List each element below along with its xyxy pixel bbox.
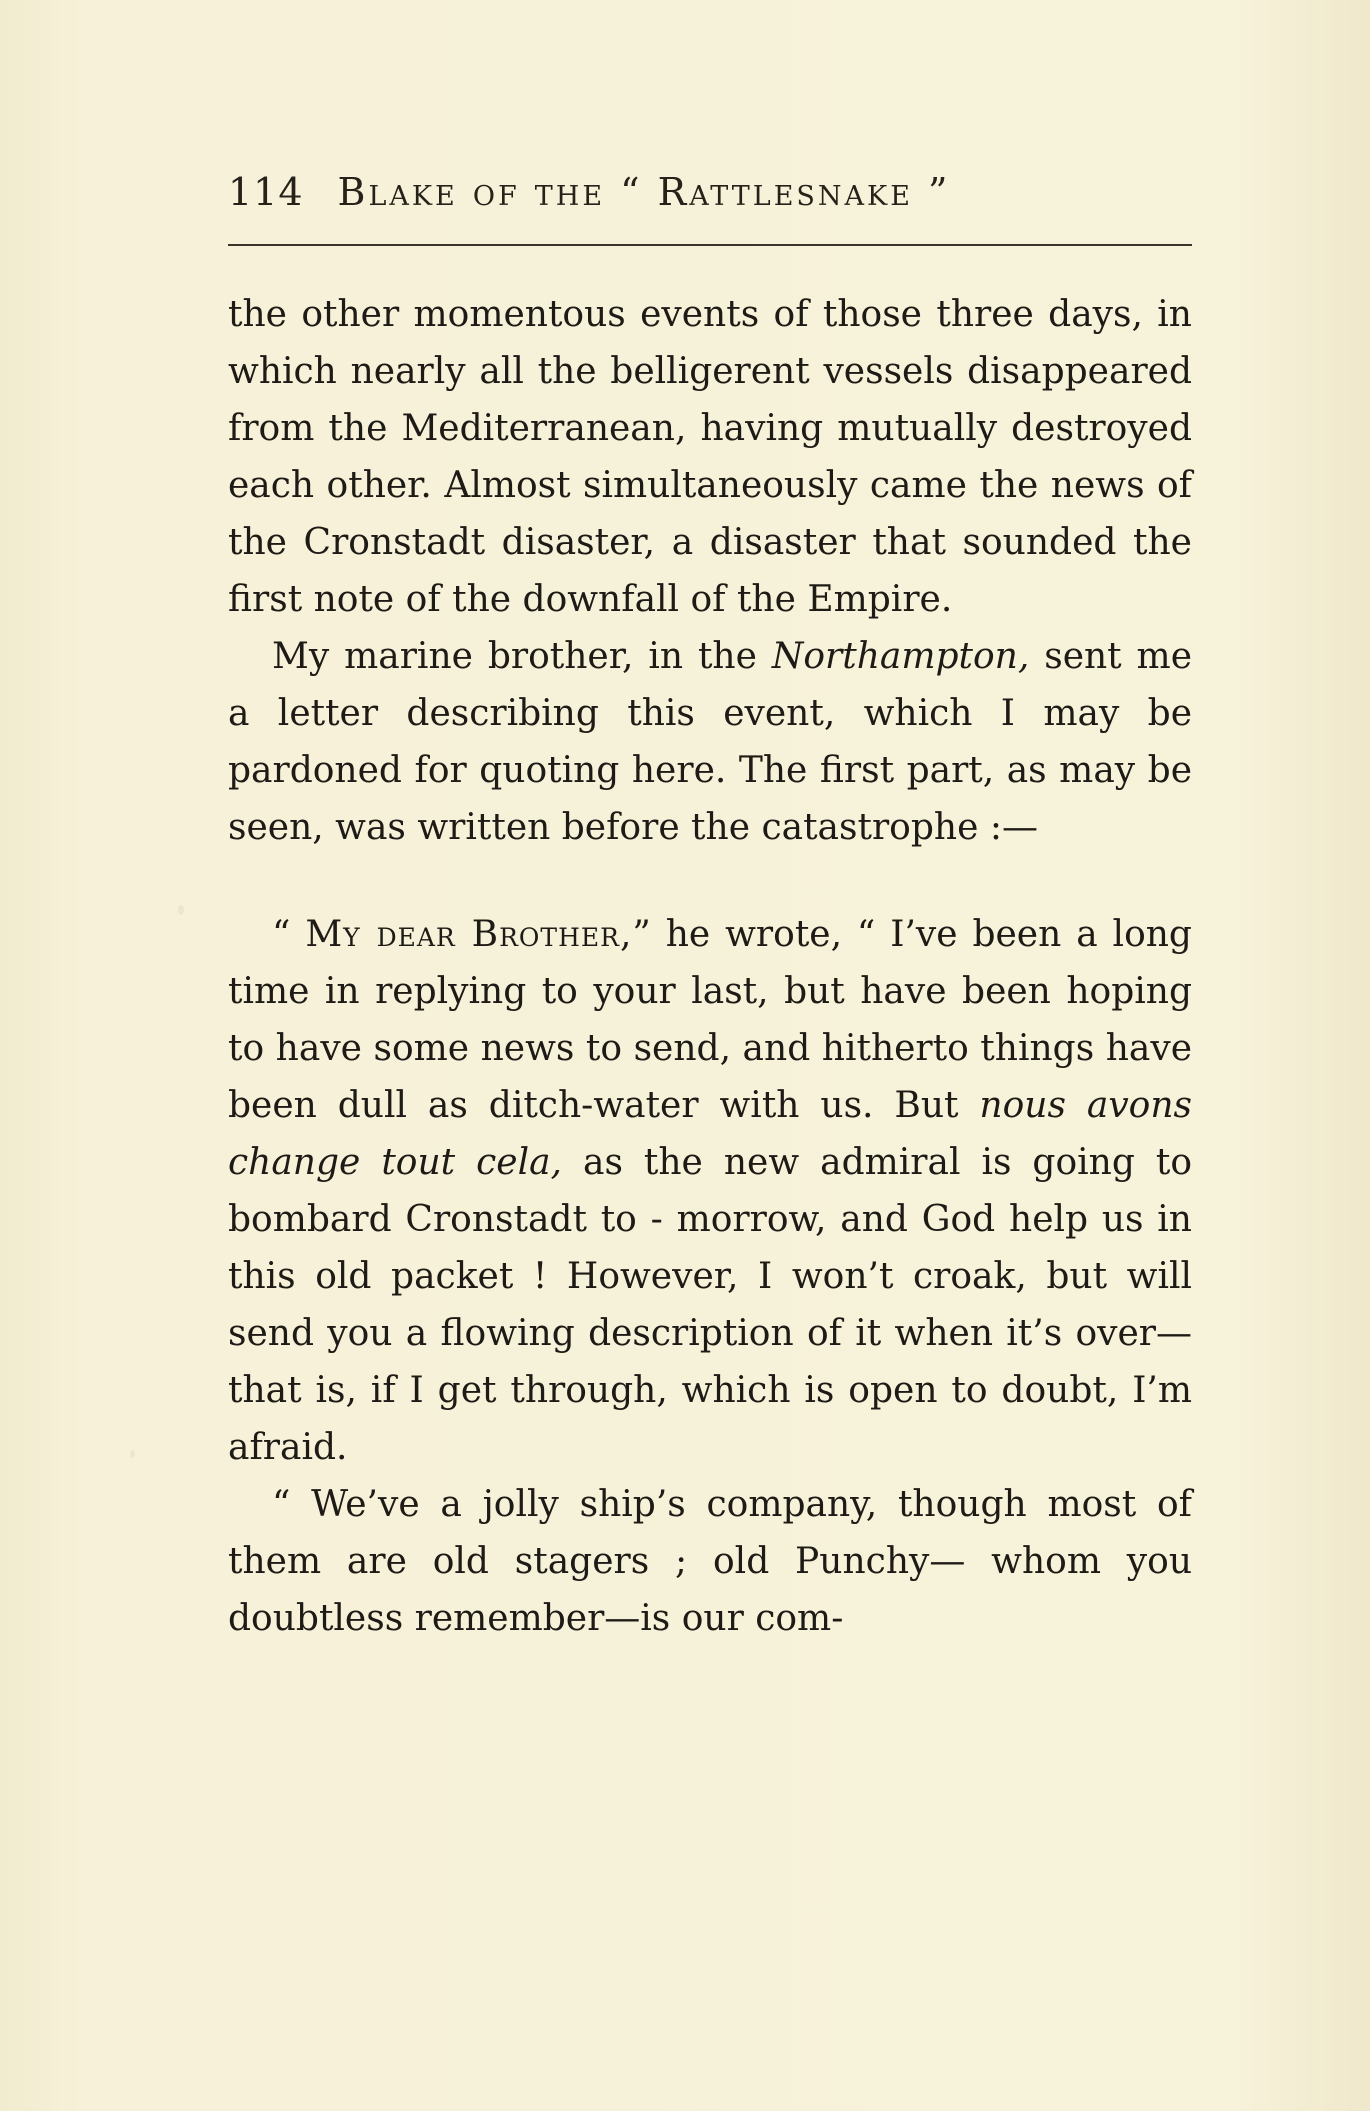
paragraph-4: “ We’ve a jolly ship’s company, though most of them are old stagers ; old Punchy— whom you doubtless remember—is our com- — [228, 1484, 1192, 1639]
header-rule — [228, 244, 1192, 246]
paper-smudge — [178, 905, 184, 915]
paragraph-3-letter — [228, 906, 1192, 1476]
running-title: Blake of the “ Rattlesnake ” — [337, 170, 951, 214]
page-number: 114 — [228, 170, 304, 214]
salutation: My dear Brother, — [305, 914, 633, 955]
running-head — [228, 170, 1192, 240]
paragraph-3-text-a: ” he wrote, “ I’ve been a long time in replying to your last, but have been hoping to have some news to send, and hitherto things have been dull as ditch-water with us. But — [228, 914, 1192, 1126]
french-phrase: nous avons change tout cela, — [228, 1085, 1192, 1183]
body-text — [228, 286, 1192, 1647]
paragraph-1: the other momentous events of those three days, in which nearly all the belligerent vessels disappeared from the Mediterranean, having mutually destroyed each other. Almost simultaneously came the news of the Cronstadt disaster, a disaster that sounded the first note of the downfall of the Empire. — [228, 294, 1192, 620]
paragraph-2-start: My marine brother, in the — [272, 636, 772, 677]
paragraph-2 — [228, 628, 1192, 856]
paragraph-3-text-b: as the new admiral is going to bombard Cronstadt to - morrow, and God help us in this old packet ! However, I won’t croak, but will send you a flowing description of it when it’s over—that is, if I get through, which is open to doubt, I’m afraid. — [228, 1142, 1192, 1468]
ship-name: Northampton, — [771, 636, 1030, 677]
paragraph-2-rest: sent me a letter describing this event, which I may be pardoned for quoting here. The first part, as may be seen, was written before the catastrophe :— — [228, 636, 1193, 848]
page-content — [228, 170, 1192, 1647]
paper-smudge — [130, 1450, 135, 1458]
open-quote: “ — [272, 914, 306, 955]
